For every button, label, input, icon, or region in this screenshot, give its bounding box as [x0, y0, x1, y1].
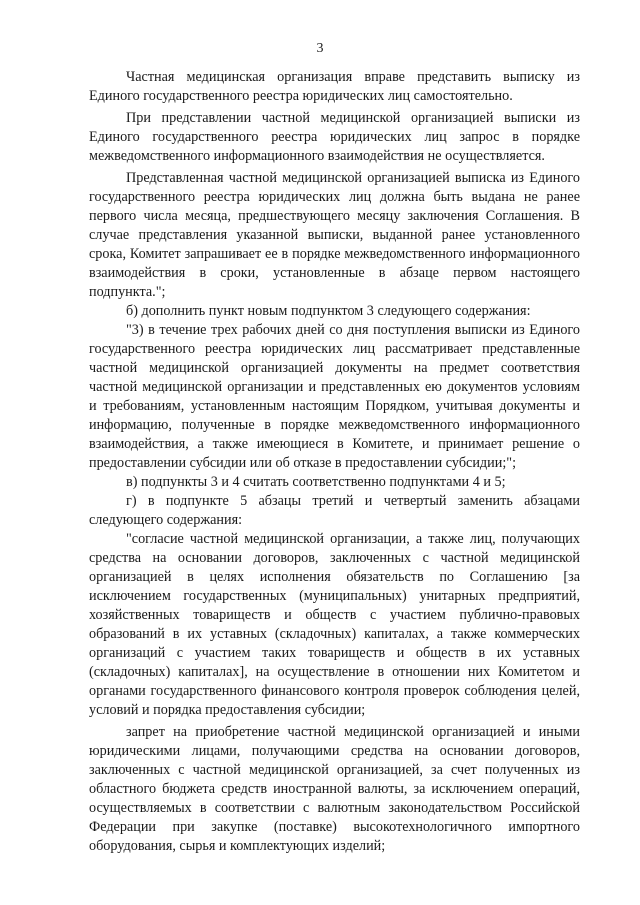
paragraph-amendment-b: б) дополнить пункт новым подпунктом 3 следующего содержания:: [126, 303, 531, 319]
paragraph-extract-validity: Представленная частной медицинской организацией выписка из Единого государственного реестра юридических лиц должна быть выдана не ранее первого числа месяца, предшествующего месяцу заключения Соглашения. В случае представления указанной выписки, выданной ранее установленного срока, Комитет запрашивает ее в порядке межведомственного информационного взаимодействия в сроки, установленные в абзаце первом настоящего подпункта.";: [89, 170, 580, 300]
document-body: [89, 68, 580, 856]
paragraph-egrul-self-submission: Частная медицинская организация вправе представить выписку из Единого государственного реестра юридических лиц самостоятельно.: [89, 69, 580, 104]
paragraph-consent-to-audits: "согласие частной медицинской организации, а также лиц, получающих средства на основании договоров, заключенных с частной медицинской организацией в целях исполнения обязательств по Соглашению [за исключением государственных (муниципальных) унитарных предприятий, хозяйственных товариществ и обществ с участием публично-правовых образований в их уставных (складочных) капиталах, а также коммерческих организаций с участием таких товариществ и обществ в их уставных (складочных) капиталах], на осуществление в отношении них Комитетом и органами государственного финансового контроля проверок соблюдения целей, условий и порядка предоставления субсидии;: [89, 531, 580, 718]
paragraph-amendment-g: г) в подпункте 5 абзацы третий и четвертый заменить абзацами следующего содержания:: [89, 493, 580, 528]
paragraph-no-interagency-request: При представлении частной медицинской организацией выписки из Единого государственного реестра юридических лиц запрос в порядке межведомственного информационного взаимодействия не осуществляется.: [89, 110, 580, 164]
page-number: 3: [316, 41, 324, 56]
paragraph-subitem-3: "3) в течение трех рабочих дней со дня поступления выписки из Единого государственного реестра юридических лиц рассматривает представленные частной медицинской организацией документы на предмет соответствия частной медицинской организации и представленных ею документов условиям и требованиям, установленным настоящим Порядком, учитывая документы и информацию, полученные в порядке межведомственного информационного взаимодействия, а также имеющиеся в Комитете, и принимает решение о предоставлении субсидии или об отказе в предоставлении субсидии;";: [89, 322, 580, 471]
paragraph-foreign-currency-ban: запрет на приобретение частной медицинской организацией и иными юридическими лицами, получающими средства на основании договоров, заключенных с частной медицинской организацией, за счет полученных из областного бюджета средств иностранной валюты, за исключением операций, осуществляемых в соответствии с валютным законодательством Российской Федерации при закупке (поставке) высокотехнологичного импортного оборудования, сырья и комплектующих изделий;: [89, 724, 580, 854]
paragraph-amendment-v: в) подпункты 3 и 4 считать соответственно подпунктами 4 и 5;: [126, 474, 506, 490]
